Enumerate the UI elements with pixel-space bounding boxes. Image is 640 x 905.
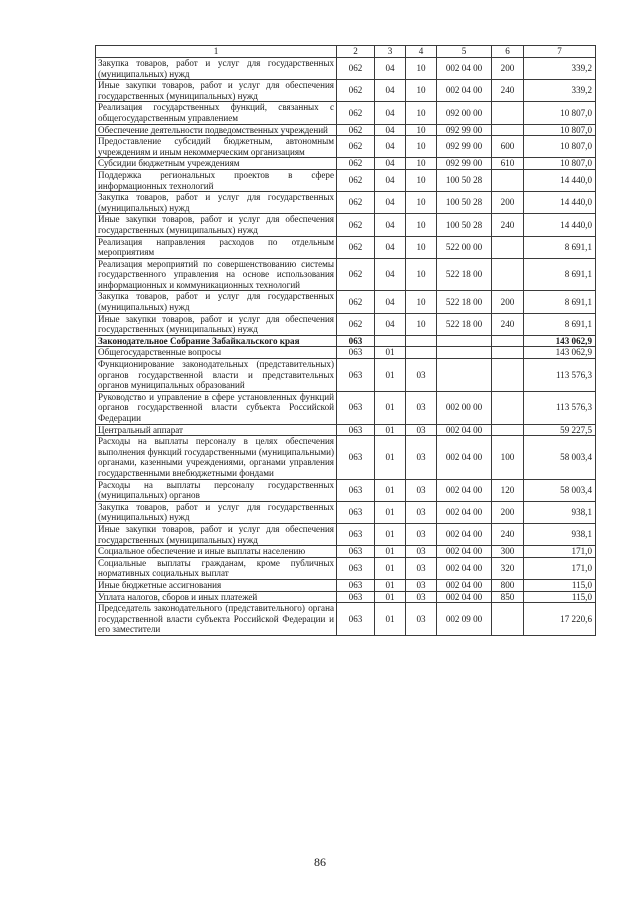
- section-code-cell: 04: [375, 169, 406, 191]
- admin-code-cell: 062: [337, 291, 375, 313]
- subsection-code-cell: 03: [406, 359, 437, 392]
- header-cell-col4: 4: [406, 46, 437, 58]
- table-row: [96, 169, 596, 191]
- table-row: [96, 347, 596, 359]
- header-row: [96, 46, 596, 58]
- row-name-cell: Закупка товаров, работ и услуг для государственных (муниципальных) нужд: [96, 192, 337, 214]
- row-name-cell: Реализация мероприятий по совершенствованию системы государственного управления на основе использования информационных и коммуникационных технологий: [96, 258, 337, 291]
- expense-type-cell: 610: [492, 158, 524, 170]
- expense-type-cell: [492, 335, 524, 347]
- subsection-code-cell: 10: [406, 214, 437, 236]
- expense-type-cell: 200: [492, 291, 524, 313]
- expense-type-cell: [492, 102, 524, 124]
- row-name-cell: Иные закупки товаров, работ и услуг для обеспечения государственных (муниципальных) нужд: [96, 523, 337, 545]
- amount-cell: 8 691,1: [524, 313, 596, 335]
- table-row: [96, 102, 596, 124]
- header-cell-col5: 5: [437, 46, 492, 58]
- header-cell-col1: 1: [96, 46, 337, 58]
- admin-code-cell: 062: [337, 169, 375, 191]
- table-row: [96, 192, 596, 214]
- admin-code-cell: 062: [337, 313, 375, 335]
- row-name-cell: Иные бюджетные ассигнования: [96, 579, 337, 591]
- subsection-code-cell: 03: [406, 501, 437, 523]
- section-code-cell: 04: [375, 291, 406, 313]
- row-name-cell: Социальные выплаты гражданам, кроме публичных нормативных социальных выплат: [96, 557, 337, 579]
- amount-cell: 8 691,1: [524, 291, 596, 313]
- amount-cell: 10 807,0: [524, 158, 596, 170]
- table-row: [96, 546, 596, 558]
- section-code-cell: 04: [375, 313, 406, 335]
- target-article-cell: [437, 359, 492, 392]
- table-row: [96, 557, 596, 579]
- amount-cell: 115,0: [524, 579, 596, 591]
- table-row: [96, 501, 596, 523]
- section-code-cell: 01: [375, 479, 406, 501]
- table-row: [96, 58, 596, 80]
- table-row: [96, 236, 596, 258]
- amount-cell: 14 440,0: [524, 214, 596, 236]
- admin-code-cell: 062: [337, 80, 375, 102]
- section-code-cell: 01: [375, 546, 406, 558]
- subsection-code-cell: 03: [406, 523, 437, 545]
- table-row: [96, 424, 596, 436]
- row-name-cell: Иные закупки товаров, работ и услуг для обеспечения государственных (муниципальных) нужд: [96, 80, 337, 102]
- target-article-cell: 522 18 00: [437, 313, 492, 335]
- subsection-code-cell: 10: [406, 102, 437, 124]
- table-row: [96, 391, 596, 424]
- target-article-cell: 092 99 00: [437, 124, 492, 136]
- target-article-cell: 002 04 00: [437, 479, 492, 501]
- target-article-cell: 002 04 00: [437, 579, 492, 591]
- table-row: [96, 359, 596, 392]
- section-code-cell: 01: [375, 557, 406, 579]
- amount-cell: 14 440,0: [524, 169, 596, 191]
- expense-type-cell: [492, 391, 524, 424]
- table-row: [96, 335, 596, 347]
- table-row: [96, 158, 596, 170]
- table-row: [96, 136, 596, 158]
- amount-cell: 14 440,0: [524, 192, 596, 214]
- row-name-cell: Социальное обеспечение и иные выплаты населению: [96, 546, 337, 558]
- row-name-cell: Поддержка региональных проектов в сфере информационных технологий: [96, 169, 337, 191]
- amount-cell: 113 576,3: [524, 359, 596, 392]
- target-article-cell: 092 00 00: [437, 102, 492, 124]
- subsection-code-cell: 10: [406, 258, 437, 291]
- subsection-code-cell: 03: [406, 579, 437, 591]
- header-cell-col3: 3: [375, 46, 406, 58]
- subsection-code-cell: 10: [406, 136, 437, 158]
- admin-code-cell: 063: [337, 603, 375, 636]
- table-row: [96, 80, 596, 102]
- amount-cell: 938,1: [524, 523, 596, 545]
- subsection-code-cell: 03: [406, 557, 437, 579]
- target-article-cell: 100 50 28: [437, 169, 492, 191]
- row-name-cell: Функционирование законодательных (представительных) органов государственной власти и представительных органов муниципальных образований: [96, 359, 337, 392]
- target-article-cell: 522 18 00: [437, 291, 492, 313]
- row-name-cell: Председатель законодательного (представительного) органа государственной власти субъекта Российской Федерации и его заместители: [96, 603, 337, 636]
- target-article-cell: 002 04 00: [437, 424, 492, 436]
- admin-code-cell: 062: [337, 192, 375, 214]
- admin-code-cell: 063: [337, 557, 375, 579]
- header-cell-col2: 2: [337, 46, 375, 58]
- amount-cell: 113 576,3: [524, 391, 596, 424]
- amount-cell: 8 691,1: [524, 258, 596, 291]
- row-name-cell: Закупка товаров, работ и услуг для государственных (муниципальных) нужд: [96, 291, 337, 313]
- amount-cell: 339,2: [524, 58, 596, 80]
- admin-code-cell: 062: [337, 124, 375, 136]
- amount-cell: 8 691,1: [524, 236, 596, 258]
- row-name-cell: Расходы на выплаты персоналу государственных (муниципальных) органов: [96, 479, 337, 501]
- expense-type-cell: [492, 169, 524, 191]
- target-article-cell: 092 99 00: [437, 136, 492, 158]
- admin-code-cell: 063: [337, 479, 375, 501]
- admin-code-cell: 062: [337, 102, 375, 124]
- subsection-code-cell: 03: [406, 436, 437, 479]
- target-article-cell: 522 18 00: [437, 258, 492, 291]
- amount-cell: 938,1: [524, 501, 596, 523]
- amount-cell: 143 062,9: [524, 335, 596, 347]
- row-name-cell: Центральный аппарат: [96, 424, 337, 436]
- target-article-cell: 522 00 00: [437, 236, 492, 258]
- target-article-cell: [437, 335, 492, 347]
- amount-cell: 10 807,0: [524, 102, 596, 124]
- expense-type-cell: 200: [492, 501, 524, 523]
- admin-code-cell: 063: [337, 347, 375, 359]
- target-article-cell: 002 04 00: [437, 523, 492, 545]
- table-row: [96, 479, 596, 501]
- table-row: [96, 579, 596, 591]
- section-code-cell: 04: [375, 136, 406, 158]
- amount-cell: 58 003,4: [524, 436, 596, 479]
- expense-type-cell: 240: [492, 313, 524, 335]
- admin-code-cell: 063: [337, 591, 375, 603]
- target-article-cell: 092 99 00: [437, 158, 492, 170]
- admin-code-cell: 063: [337, 523, 375, 545]
- subsection-code-cell: 10: [406, 313, 437, 335]
- amount-cell: 171,0: [524, 557, 596, 579]
- admin-code-cell: 063: [337, 391, 375, 424]
- target-article-cell: 002 00 00: [437, 391, 492, 424]
- subsection-code-cell: 10: [406, 169, 437, 191]
- subsection-code-cell: 10: [406, 124, 437, 136]
- section-code-cell: 01: [375, 424, 406, 436]
- section-code-cell: 01: [375, 591, 406, 603]
- amount-cell: 115,0: [524, 591, 596, 603]
- section-code-cell: 01: [375, 501, 406, 523]
- amount-cell: 59 227,5: [524, 424, 596, 436]
- subsection-code-cell: 03: [406, 479, 437, 501]
- subsection-code-cell: 03: [406, 603, 437, 636]
- expense-type-cell: 600: [492, 136, 524, 158]
- section-code-cell: 04: [375, 124, 406, 136]
- table-row: [96, 591, 596, 603]
- section-code-cell: 04: [375, 102, 406, 124]
- expense-type-cell: 240: [492, 214, 524, 236]
- row-name-cell: Закупка товаров, работ и услуг для государственных (муниципальных) нужд: [96, 501, 337, 523]
- amount-cell: 58 003,4: [524, 479, 596, 501]
- row-name-cell: Законодательное Собрание Забайкальского края: [96, 335, 337, 347]
- expense-type-cell: [492, 258, 524, 291]
- subsection-code-cell: 03: [406, 591, 437, 603]
- amount-cell: 171,0: [524, 546, 596, 558]
- admin-code-cell: 063: [337, 579, 375, 591]
- table-row: [96, 523, 596, 545]
- subsection-code-cell: 10: [406, 58, 437, 80]
- admin-code-cell: 062: [337, 214, 375, 236]
- admin-code-cell: 062: [337, 236, 375, 258]
- table-row: [96, 291, 596, 313]
- expense-type-cell: 850: [492, 591, 524, 603]
- row-name-cell: Иные закупки товаров, работ и услуг для обеспечения государственных (муниципальных) нужд: [96, 313, 337, 335]
- subsection-code-cell: 10: [406, 80, 437, 102]
- section-code-cell: 01: [375, 436, 406, 479]
- subsection-code-cell: [406, 347, 437, 359]
- table-body: [96, 46, 596, 636]
- admin-code-cell: 063: [337, 335, 375, 347]
- subsection-code-cell: 10: [406, 236, 437, 258]
- expense-type-cell: 120: [492, 479, 524, 501]
- row-name-cell: Предоставление субсидий бюджетным, автономным учреждениям и иным некоммерческим организациям: [96, 136, 337, 158]
- admin-code-cell: 063: [337, 546, 375, 558]
- table-row: [96, 258, 596, 291]
- section-code-cell: 04: [375, 158, 406, 170]
- amount-cell: 10 807,0: [524, 136, 596, 158]
- expense-type-cell: 200: [492, 58, 524, 80]
- section-code-cell: 04: [375, 258, 406, 291]
- section-code-cell: [375, 335, 406, 347]
- target-article-cell: 002 04 00: [437, 546, 492, 558]
- budget-table: [95, 45, 596, 636]
- admin-code-cell: 062: [337, 258, 375, 291]
- header-cell-col6: 6: [492, 46, 524, 58]
- target-article-cell: 002 04 00: [437, 436, 492, 479]
- expense-type-cell: [492, 124, 524, 136]
- expense-type-cell: [492, 359, 524, 392]
- expense-type-cell: 300: [492, 546, 524, 558]
- subsection-code-cell: [406, 335, 437, 347]
- amount-cell: 17 220,6: [524, 603, 596, 636]
- target-article-cell: 002 04 00: [437, 501, 492, 523]
- target-article-cell: [437, 347, 492, 359]
- amount-cell: 10 807,0: [524, 124, 596, 136]
- table-row: [96, 436, 596, 479]
- row-name-cell: Обеспечение деятельности подведомственных учреждений: [96, 124, 337, 136]
- subsection-code-cell: 03: [406, 424, 437, 436]
- expense-type-cell: 200: [492, 192, 524, 214]
- section-code-cell: 01: [375, 523, 406, 545]
- target-article-cell: 100 50 28: [437, 214, 492, 236]
- expense-type-cell: 320: [492, 557, 524, 579]
- header-cell-col7: 7: [524, 46, 596, 58]
- row-name-cell: Общегосударственные вопросы: [96, 347, 337, 359]
- admin-code-cell: 062: [337, 58, 375, 80]
- subsection-code-cell: 03: [406, 546, 437, 558]
- admin-code-cell: 063: [337, 359, 375, 392]
- section-code-cell: 01: [375, 579, 406, 591]
- section-code-cell: 04: [375, 80, 406, 102]
- table-row: [96, 603, 596, 636]
- target-article-cell: 002 04 00: [437, 557, 492, 579]
- expense-type-cell: 100: [492, 436, 524, 479]
- section-code-cell: 01: [375, 603, 406, 636]
- expense-type-cell: 800: [492, 579, 524, 591]
- admin-code-cell: 063: [337, 501, 375, 523]
- expense-type-cell: [492, 347, 524, 359]
- target-article-cell: 002 04 00: [437, 58, 492, 80]
- section-code-cell: 04: [375, 58, 406, 80]
- section-code-cell: 04: [375, 236, 406, 258]
- admin-code-cell: 063: [337, 436, 375, 479]
- subsection-code-cell: 10: [406, 158, 437, 170]
- row-name-cell: Руководство и управление в сфере установленных функций органов государственной власти субъекта Российской Федерации: [96, 391, 337, 424]
- row-name-cell: Иные закупки товаров, работ и услуг для обеспечения государственных (муниципальных) нужд: [96, 214, 337, 236]
- admin-code-cell: 062: [337, 136, 375, 158]
- amount-cell: 143 062,9: [524, 347, 596, 359]
- row-name-cell: Уплата налогов, сборов и иных платежей: [96, 591, 337, 603]
- row-name-cell: Реализация государственных функций, связанных с общегосударственным управлением: [96, 102, 337, 124]
- section-code-cell: 01: [375, 347, 406, 359]
- admin-code-cell: 062: [337, 158, 375, 170]
- subsection-code-cell: 10: [406, 291, 437, 313]
- expense-type-cell: [492, 424, 524, 436]
- row-name-cell: Субсидии бюджетным учреждениям: [96, 158, 337, 170]
- row-name-cell: Расходы на выплаты персоналу в целях обеспечения выполнения функций государственными (муниципальными) органами, казенными учреждениями, органами управления государственными внебюджетными фондами: [96, 436, 337, 479]
- section-code-cell: 04: [375, 192, 406, 214]
- expense-type-cell: 240: [492, 80, 524, 102]
- row-name-cell: Закупка товаров, работ и услуг для государственных (муниципальных) нужд: [96, 58, 337, 80]
- admin-code-cell: 063: [337, 424, 375, 436]
- subsection-code-cell: 10: [406, 192, 437, 214]
- table-row: [96, 214, 596, 236]
- section-code-cell: 01: [375, 391, 406, 424]
- expense-type-cell: [492, 236, 524, 258]
- target-article-cell: 100 50 28: [437, 192, 492, 214]
- row-name-cell: Реализация направления расходов по отдельным мероприятиям: [96, 236, 337, 258]
- table-row: [96, 313, 596, 335]
- expense-type-cell: 240: [492, 523, 524, 545]
- target-article-cell: 002 09 00: [437, 603, 492, 636]
- amount-cell: 339,2: [524, 80, 596, 102]
- table-row: [96, 124, 596, 136]
- subsection-code-cell: 03: [406, 391, 437, 424]
- target-article-cell: 002 04 00: [437, 80, 492, 102]
- page-number: 86: [314, 855, 326, 869]
- section-code-cell: 04: [375, 214, 406, 236]
- section-code-cell: 01: [375, 359, 406, 392]
- target-article-cell: 002 04 00: [437, 591, 492, 603]
- expense-type-cell: [492, 603, 524, 636]
